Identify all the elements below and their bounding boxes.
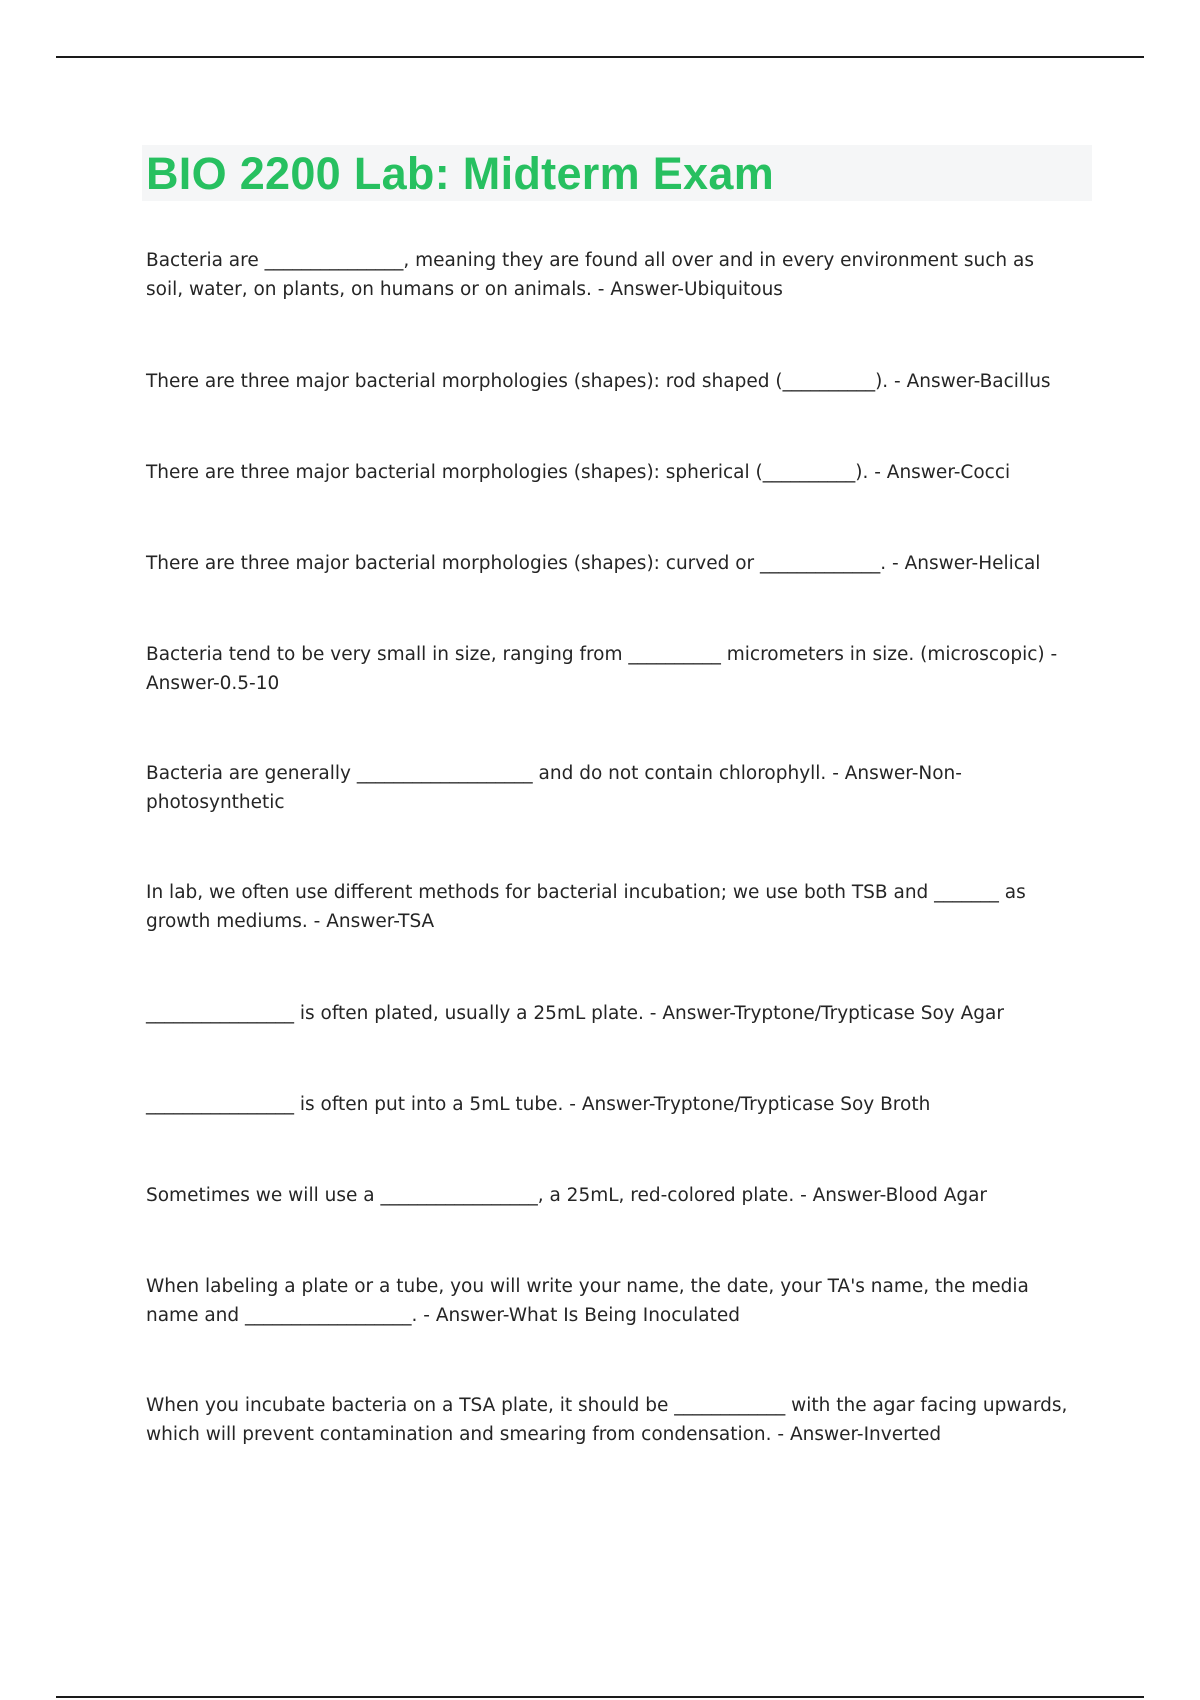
qa-item-7: In lab, we often use different methods for bacterial incubation; we use both TSB and _______ as growth mediums. - Answer-TSA — [146, 882, 1026, 932]
qa-item-5: Bacteria tend to be very small in size, ranging from __________ micrometers in size. (microscopic) - Answer-0.5-10 — [146, 644, 1058, 694]
qa-item-6: Bacteria are generally ___________________ and do not contain chlorophyll. - Answer-Non-photosynthetic — [146, 763, 962, 813]
bottom-rule — [56, 1696, 1144, 1698]
qa-item-11: When labeling a plate or a tube, you will write your name, the date, your TA's name, the media name and __________________. - Answer-What Is Being Inoculated — [146, 1276, 1029, 1326]
qa-item-9: ________________ is often put into a 5mL tube. - Answer-Tryptone/Trypticase Soy Broth — [146, 1094, 931, 1115]
qa-item-10: Sometimes we will use a _________________, a 25mL, red-colored plate. - Answer-Blood Agar — [146, 1185, 988, 1206]
document-title: BIO 2200 Lab: Midterm Exam — [146, 148, 774, 199]
qa-item-2: There are three major bacterial morphologies (shapes): rod shaped (__________). - Answer-Bacillus — [146, 371, 1051, 392]
qa-item-12: When you incubate bacteria on a TSA plate, it should be ____________ with the agar facing upwards, which will prevent contamination and smearing from condensation. - Answer-Inverted — [146, 1395, 1068, 1445]
qa-item-8: ________________ is often plated, usually a 25mL plate. - Answer-Tryptone/Trypticase Soy Agar — [146, 1003, 1004, 1024]
qa-item-4: There are three major bacterial morphologies (shapes): curved or _____________. - Answer-Helical — [146, 553, 1041, 574]
qa-item-1: Bacteria are _______________, meaning they are found all over and in every environment such as soil, water, on plants, on humans or on animals. - Answer-Ubiquitous — [146, 250, 1034, 300]
qa-item-3: There are three major bacterial morphologies (shapes): spherical (__________). - Answer-Cocci — [146, 462, 1011, 483]
top-rule — [56, 56, 1144, 58]
